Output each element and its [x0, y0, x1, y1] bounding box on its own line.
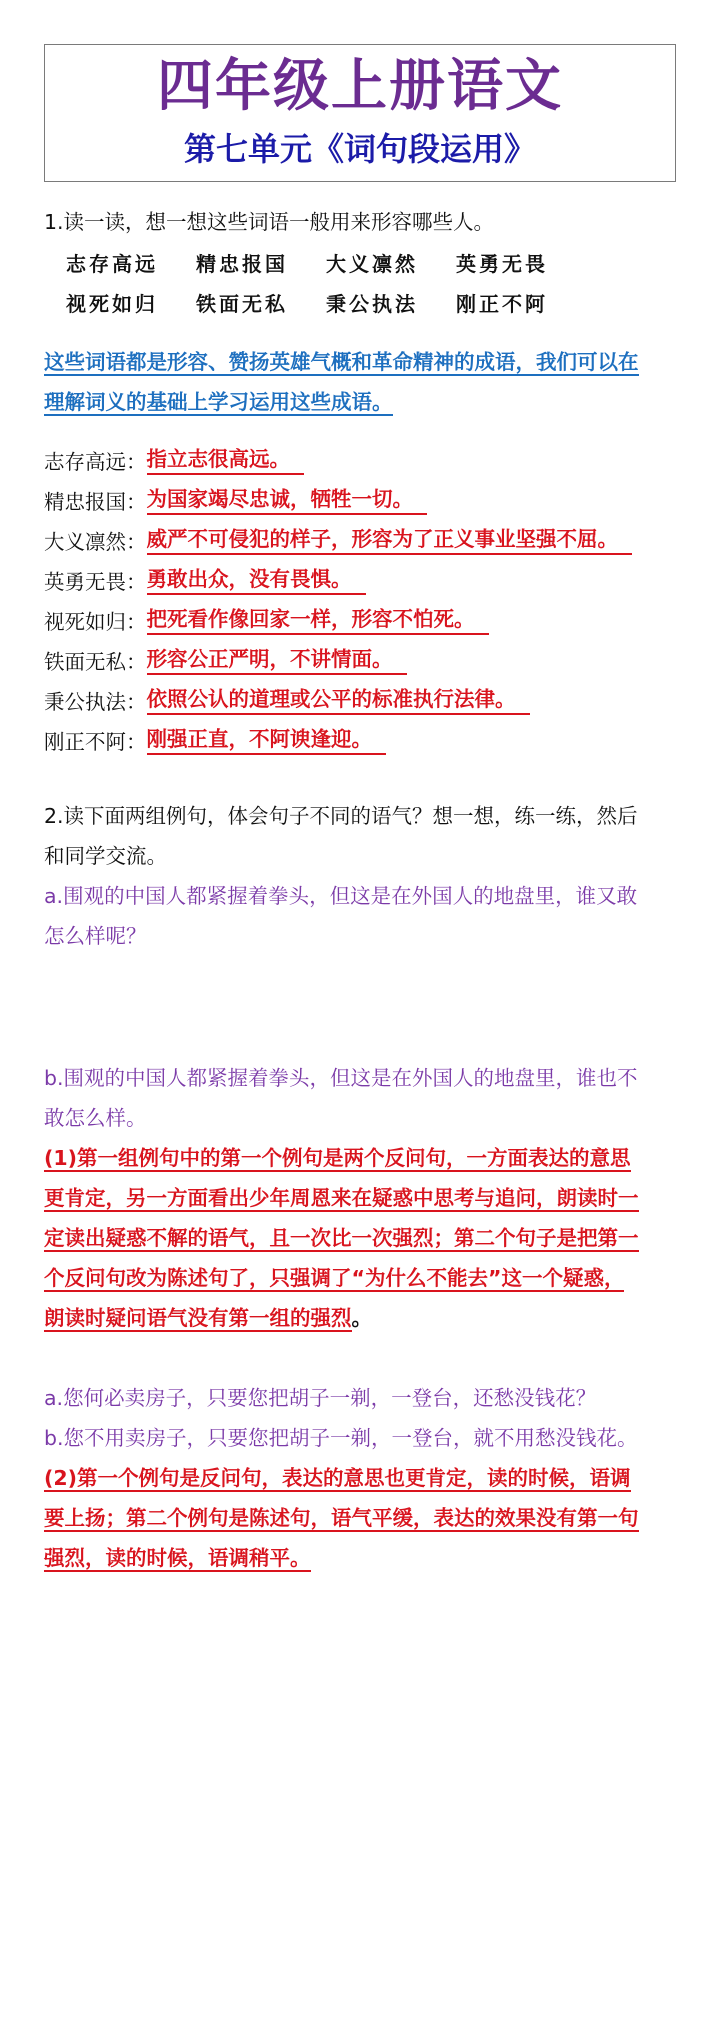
idiom-row: [66, 246, 586, 278]
definition-item: [44, 680, 684, 720]
page-title: 四年级上册语文: [157, 53, 563, 119]
idiom: 志存高远: [66, 251, 158, 276]
sentence-line: a.围观的中国人都紧握着拳头，但这是在外国人的地盘里，谁又敢: [44, 884, 638, 908]
definition-meaning: 勇敢出众，没有畏惧。: [147, 565, 366, 595]
group2-sentence-a: a.您何必卖房子，只要您把胡子一剃，一登台，还愁没钱花？: [44, 1386, 597, 1410]
answer-line: (2)第一个例句是反问句，表达的意思也更肯定，读的时候，语调: [44, 1466, 631, 1490]
definition-meaning: 刚强正直，不阿谀逢迎。: [147, 725, 387, 755]
answer-end-mark: 。: [351, 1306, 372, 1330]
answer-line: (1)第一组例句中的第一个例句是两个反问句，一方面表达的意思: [44, 1146, 631, 1170]
definition-item: [44, 640, 684, 680]
answer-line: 个反问句改为陈述句了，只强调了“为什么不能去”这一个疑惑，: [44, 1266, 625, 1290]
idiom: 精忠报国: [196, 251, 288, 276]
definition-meaning: 把死看作像回家一样，形容不怕死。: [147, 605, 489, 635]
definition-meaning: 指立志很高远。: [147, 445, 305, 475]
q2-prompt-line: 和同学交流。: [44, 844, 167, 868]
idiom: 视死如归: [66, 291, 158, 316]
answer-line: 强烈，读的时候，语调稍平。: [44, 1546, 311, 1570]
definition-meaning: 威严不可侵犯的样子，形容为了正义事业坚强不屈。: [147, 525, 633, 555]
idiom: 英勇无畏: [456, 251, 548, 276]
sentence-line: 敢怎么样。: [44, 1106, 147, 1130]
q2-prompt: [44, 796, 684, 876]
definition-term: 精忠报国：: [44, 490, 147, 514]
idiom: 刚正不阿: [456, 291, 548, 316]
group1-sentence-b: [44, 1058, 684, 1138]
idiom-grid: [66, 246, 586, 326]
definition-item: [44, 720, 684, 760]
page-subtitle: 第七单元《词句段运用》: [183, 130, 536, 168]
note-line: 理解词义的基础上学习运用这些成语。: [44, 390, 393, 414]
definition-term: 英勇无畏：: [44, 570, 147, 594]
answer-line: 定读出疑惑不解的语气，且一次比一次强烈；第二个句子是把第一: [44, 1226, 639, 1250]
idiom-row: [66, 286, 586, 318]
note-line: 这些词语都是形容、赞扬英雄气概和革命精神的成语，我们可以在: [44, 350, 639, 374]
answer-line: 要上扬；第二个例句是陈述句，语气平缓，表达的效果没有第一句: [44, 1506, 639, 1530]
group1-answer: [44, 1138, 684, 1338]
definition-list: [44, 440, 684, 760]
definition-term: 志存高远：: [44, 450, 147, 474]
definition-item: [44, 560, 684, 600]
definition-item: [44, 600, 684, 640]
definition-term: 铁面无私：: [44, 650, 147, 674]
title-box: [44, 44, 676, 182]
definition-meaning: 依照公认的道理或公平的标准执行法律。: [147, 685, 530, 715]
group2-sentences: [44, 1378, 684, 1458]
definition-item: [44, 480, 684, 520]
sentence-line: b.围观的中国人都紧握着拳头，但这是在外国人的地盘里，谁也不: [44, 1066, 638, 1090]
definition-term: 视死如归：: [44, 610, 147, 634]
definition-term: 秉公执法：: [44, 690, 147, 714]
definition-item: [44, 440, 684, 480]
definition-term: 大义凛然：: [44, 530, 147, 554]
group2-answer: [44, 1458, 684, 1578]
q1-prompt: 1.读一读，想一想这些词语一般用来形容哪些人。: [44, 210, 495, 234]
definition-term: 刚正不阿：: [44, 730, 147, 754]
definition-item: [44, 520, 684, 560]
definition-meaning: 形容公正严明，不讲情面。: [147, 645, 407, 675]
idiom-note: [44, 342, 684, 422]
group1-sentence-a: [44, 876, 684, 956]
idiom: 大义凛然: [326, 251, 418, 276]
answer-line: 朗读时疑问语气没有第一组的强烈: [44, 1306, 352, 1330]
definition-meaning: 为国家竭尽忠诚，牺牲一切。: [147, 485, 428, 515]
idiom: 秉公执法: [326, 291, 418, 316]
idiom: 铁面无私: [196, 291, 288, 316]
answer-line: 更肯定，另一方面看出少年周恩来在疑惑中思考与追问，朗读时一: [44, 1186, 639, 1210]
sentence-line: 怎么样呢？: [44, 924, 147, 948]
group2-sentence-b: b.您不用卖房子，只要您把胡子一剃，一登台，就不用愁没钱花。: [44, 1426, 638, 1450]
q2-prompt-line: 2.读下面两组例句，体会句子不同的语气？想一想，练一练，然后: [44, 804, 638, 828]
